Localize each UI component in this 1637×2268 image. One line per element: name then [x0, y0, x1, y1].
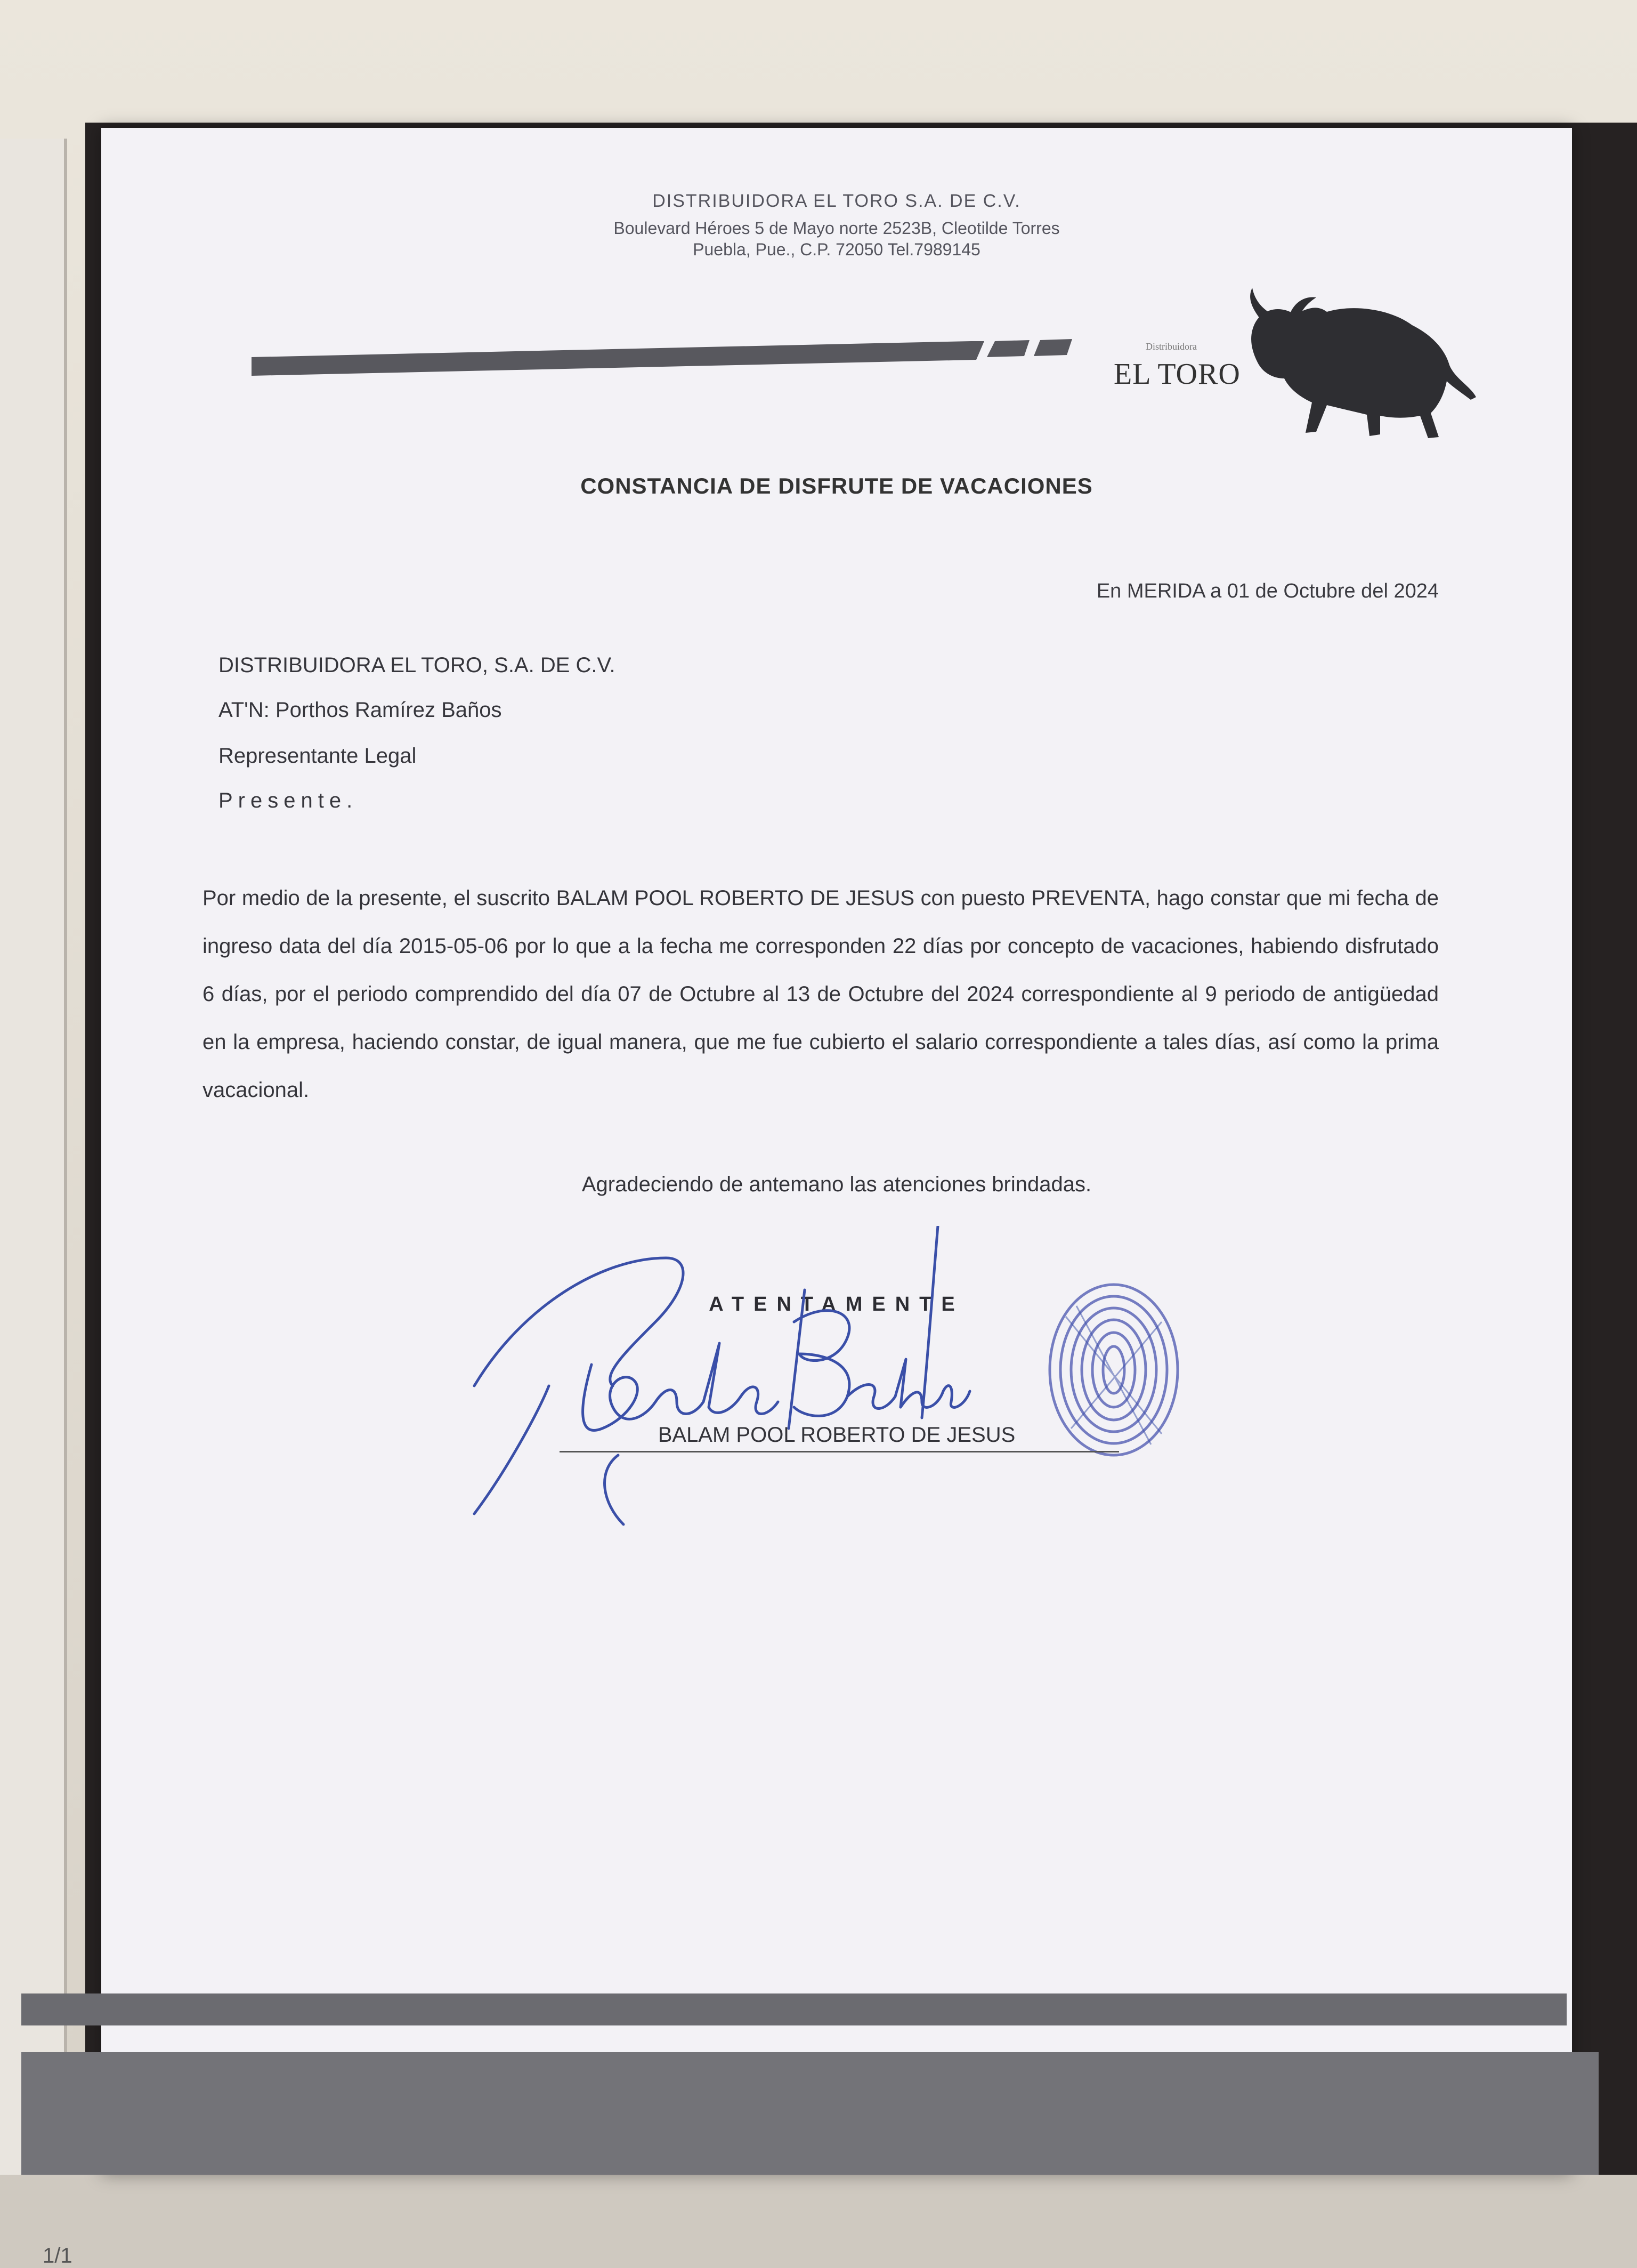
recipient-company: DISTRIBUIDORA EL TORO, S.A. DE C.V. — [218, 653, 615, 677]
recipient-attention: AT'N: Porthos Ramírez Baños — [218, 698, 502, 722]
sign-off: ATENTAMENTE — [709, 1293, 965, 1315]
adjacent-sheet — [0, 139, 67, 2175]
letterhead-address-line1: Boulevard Héroes 5 de Mayo norte 2523B, Cleotilde Torres — [613, 219, 1060, 238]
closing-line: Agradeciendo de antemano las atenciones brindadas. — [581, 1173, 1092, 1196]
document-title: CONSTANCIA DE DISFRUTE DE VACACIONES — [580, 473, 1093, 498]
footer-band-bottom — [21, 2052, 1599, 2175]
logo-subtitle: Distribuidora — [1146, 341, 1197, 352]
footer-band-top — [21, 1993, 1567, 2025]
place-date: En MERIDA a 01 de Octubre del 2024 — [1096, 580, 1439, 602]
letterhead-company: DISTRIBUIDORA EL TORO S.A. DE C.V. — [652, 191, 1021, 211]
logo-name: EL TORO — [1114, 358, 1241, 391]
page-number: 1/1 — [43, 2244, 72, 2267]
handwritten-signature — [442, 1226, 1103, 1535]
signer-name: BALAM POOL ROBERTO DE JESUS — [658, 1423, 1016, 1447]
recipient-greeting: Presente. — [218, 789, 358, 812]
letterhead-address-line2: Puebla, Pue., C.P. 72050 Tel.7989145 — [693, 240, 980, 259]
body-paragraph: Por medio de la presente, el suscrito BALAM POOL ROBERTO DE JESUS con puesto PREVENTA, hago constar que mi fecha de ingreso data del día 2015-05-06 por lo que a la fecha me corresponden 22 días por concepto de vacaciones, habiendo disfrutado 6 días, por el periodo comprendido del día 07 de Octubre al 13 de Octubre del 2024 correspondiente al 9 periodo de antigüedad en la empresa, haciendo constar, de igual manera, que me fue cubierto el salario correspondiente a tales días, así como la prima vacacional. — [202, 886, 1439, 1102]
document-page — [43, 128, 1572, 2267]
letterhead-bar — [252, 330, 1115, 378]
recipient-role: Representante Legal — [218, 744, 417, 768]
